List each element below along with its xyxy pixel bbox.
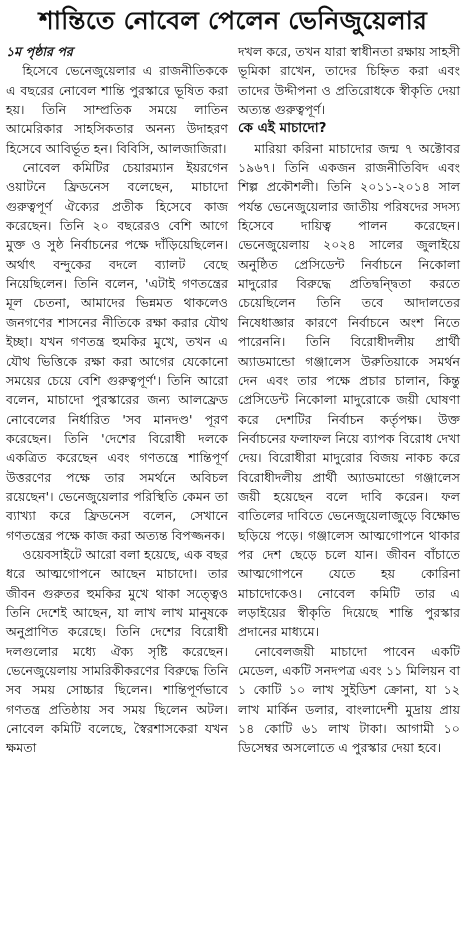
- article-columns: [6, 42, 460, 758]
- right-column: [238, 42, 460, 758]
- continued-from-label: ১ম পৃষ্ঠার পর: [6, 44, 73, 59]
- article-paragraph: মারিয়া করিনা মাচাদোর জন্ম ৭ অক্টোবর ১৯৬৭। তিনি একজন রাজনীতিবিদ এবং শিল্প প্রকৌশলী। তিনি ২০১১-২০১৪ সাল পর্যন্ত ভেনেজুয়েলার জাতীয় পরিষদের সদস্য হিসেবে দায়িত্ব পালন করেছেন। ভেনেজুয়েলায় ২০২৪ সালের জুলাইয়ে অনুষ্ঠিত প্রেসিডেন্ট নির্বাচনে নিকোলা মাদুরোর বিরুদ্ধে প্রতিদ্বন্দ্বিতা করতে চেয়েছিলেন তিনি তবে আদালতের নিষেধাজ্ঞার কারণে নির্বাচনে অংশ নিতে পারেননি। তিনি বিরোধীদলীয় প্রার্থী অ্যাডমান্ডো গঞ্জালেস উরুতিয়াকে সমর্থন দেন এবং তার পক্ষে প্রচার চালান, কিন্তু প্রেসিডেন্ট নিকোলা মাদুরোকে জয়ী ঘোষণা করে দেশটির নির্বাচন কর্তৃপক্ষ। উক্ত নির্বাচনের ফলাফল নিয়ে ব্যাপক বিরোধ দেখা দেয়। বিরোধীরা মাদুরোর বিজয় নাকচ করে বিরোধীদলীয় প্রার্থী অ্যাডমান্ডো গঞ্জালেস জয়ী হয়েছেন বলে দাবি করেন। ফল বাতিলের দাবিতে ভেনেজুয়েলাজুড়ে বিক্ষোভ ছড়িয়ে পড়ে। গঞ্জালেস আত্মগোপনে থাকার পর দেশ ছেড়ে চলে যান। জীবন বাঁচাতে আত্মগোপনে যেতে হয় কোরিনা মাচাদোকেও। নোবেল কমিটি তার এ লড়াইয়ের স্বীকৃতি দিয়েছে শান্তি পুরস্কার প্রদানের মাধ্যমে।: [238, 140, 460, 640]
- article-paragraph: দখল করে, তখন যারা স্বাধীনতা রক্ষায় সাহসী ভূমিকা রাখেন, তাদের চিহ্নিত করা এবং তাদের উদ্দীপনা ও প্রতিরোধকে স্বীকৃতি দেয়া অত্যন্ত গুরুত্বপূর্ণ।: [238, 44, 460, 118]
- article-headline: শান্তিতে নোবেল পেলেন ভেনিজুয়েলার: [38, 6, 428, 35]
- article-paragraph: ওয়েবসাইটে আরো বলা হয়েছে, এক বছর ধরে আত্মগোপনে আছেন মাচাদো। তার জীবন গুরুতর হুমকির মুখে থাকা সত্ত্বেও তিনি দেশেই আছেন, যা লাখ লাখ মানুষকে অনুপ্রাণিত করেছে। তিনি দেশের বিরোধী দলগুলোর মধ্যে ঐক্য সৃষ্টি করেছেন। ভেনেজুয়েলায় সামরিকীকরণের বিরুদ্ধে তিনি সব সময় সোচ্চার ছিলেন। শান্তিপূর্ণভাবে গণতন্ত্র প্রতিষ্ঠায় সব সময় ছিলেন অটল। নোবেল কমিটি বলেছে, স্বৈরশাসকেরা যখন ক্ষমতা: [6, 546, 228, 756]
- article-paragraph: নোবেল কমিটির চেয়ারম্যান ইয়রগেন ওয়াটনে ফ্রিডনেস বলেছেন, মাচাদো গুরুত্বপূর্ণ ঐক্যের প্রতীক হিসেবে কাজ করেছেন। তিনি ২০ বছরেরও বেশি আগে মুক্ত ও সুষ্ঠ নির্বাচনের পক্ষে দাঁড়িয়েছিলেন। অর্থাৎ বন্দুকের বদলে ব্যালট বেছে নিয়েছিলেন। তিনি বলেন, 'এটাই গণতন্ত্রের মূল চেতনা, আমাদের ভিন্নমত থাকলেও জনগণের শাসনের নীতিকে রক্ষা করার যৌথ ইচ্ছা। যখন গণতন্ত্র হুমকির মুখে, তখন এ যৌথ ভিত্তিকে রক্ষা করা আগের যেকোনো সময়ের চেয়ে বেশি গুরুত্বপূর্ণ'। তিনি আরো বলেন, মাচাদো পুরস্কারের জন্য আলফ্রেড নোবেলের নির্ধারিত 'সব মানদণ্ড' পূরণ করেছেন। তিনি 'দেশের বিরোধী দলকে একত্রিত করেছেন এবং গণতন্ত্রে শান্তিপূর্ণ উত্তরণের পক্ষে তার সমর্থনে অবিচল রয়েছেন'। ভেনেজুয়েলার পরিস্থিতি কেমন তা ব্যাখ্যা করে ফ্রিডনেস বলেন, সেখানে গণতন্ত্রের পক্ষে কাজ করা অত্যন্ত বিপজ্জনক।: [6, 160, 228, 543]
- left-column: [6, 42, 228, 758]
- section-subheading: কে এই মাচাদো?: [238, 120, 327, 137]
- article-paragraph: হিসেবে ভেনেজুয়েলার এ রাজনীতিককে এ বছরের নোবেল শান্তি পুরস্কারে ভূষিত করা হয়। তিনি সাম্প্রতিক সময়ে লাতিন আমেরিকার সাহসিকতার অনন্য উদাহরণ হিসেবে আবির্ভূত হন। বিবিসি, আলজাজিরা।: [6, 63, 228, 156]
- article-paragraph: নোবেলজয়ী মাচাদো পাবেন একটি মেডেল, একটি সনদপত্র এবং ১১ মিলিয়ন বা ১ কোটি ১০ লাখ সুইডিশ ক্রোনা, যা ১২ লাখ মার্কিন ডলার, বাংলাদেশী মুদ্রায় প্রায় ১৪ কোটি ৬১ লাখ টাকা। আগামী ১০ ডিসেম্বর অসলোতে এ পুরস্কার দেয়া হবে।: [238, 643, 460, 756]
